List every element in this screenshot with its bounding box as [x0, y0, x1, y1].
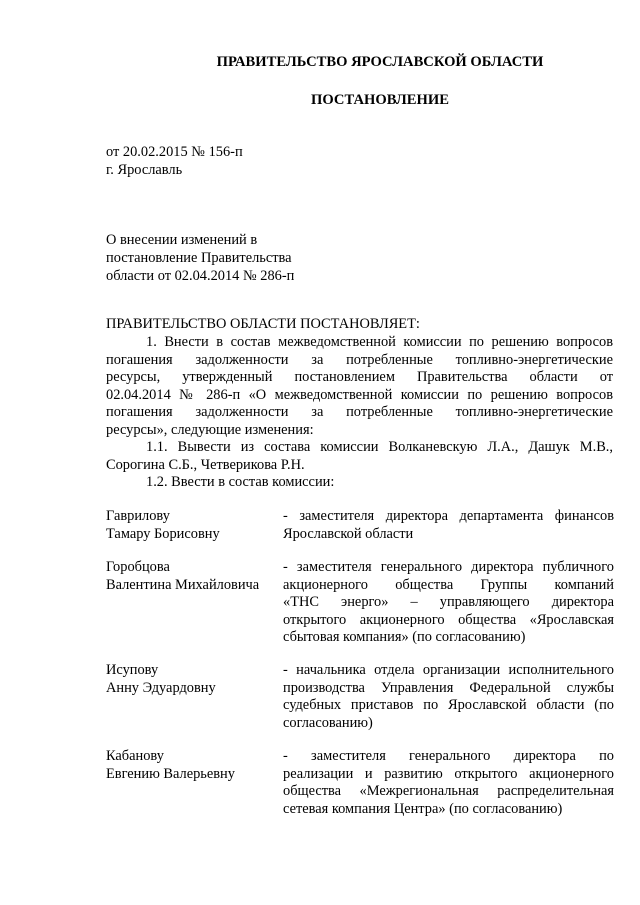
member-role-line: открытого акционерного общества «Ярославская — [283, 611, 614, 628]
member-name-line: Евгению Валерьевну — [106, 765, 235, 782]
member-name — [106, 508, 276, 543]
member-role — [283, 662, 614, 732]
member-name-line: Валентина Михайловича — [106, 576, 260, 593]
member-role-line: акционерного общества Группы компаний — [283, 576, 614, 593]
subject-line: области от 02.04.2014 № 286-п — [106, 268, 295, 284]
member-role — [283, 748, 614, 818]
member-role-line: сбытовая компания» (по согласованию) — [283, 629, 526, 645]
subject-line: О внесении изменений в — [106, 232, 258, 248]
member-role-line: «ТНС энерго» – управляющего директора — [283, 594, 614, 610]
member-role-line: судебных приставов по Ярославской области (по — [283, 697, 614, 713]
member-name-line: Горобцова — [106, 559, 170, 575]
member-name-line: Кабанову — [106, 748, 164, 764]
paragraph-line: ресурсы», следующие изменения: — [106, 422, 314, 438]
member-name-line: Тамару Борисовну — [106, 525, 220, 542]
member-role-line: Ярославской области — [283, 525, 414, 542]
member-role — [283, 559, 614, 647]
resolves-line: ПРАВИТЕЛЬСТВО ОБЛАСТИ ПОСТАНОВЛЯЕТ: — [106, 316, 420, 332]
member-role-line: общества «Межрегиональная распределительная — [283, 783, 614, 799]
member-name-line: Анну Эдуардовну — [106, 679, 216, 696]
member-name — [106, 748, 276, 783]
member-name-line: Исупову — [106, 662, 159, 678]
member-role-line: сетевая компания Центра» (по согласованию) — [283, 800, 563, 817]
paragraph-line: 02.04.2014 № 286-п «О межведомственной комиссии по решению вопросов — [106, 387, 613, 403]
date-number: от 20.02.2015 № 156-п — [106, 144, 243, 160]
city: г. Ярославль — [106, 162, 183, 178]
document-type-title: ПОСТАНОВЛЕНИЕ — [311, 92, 449, 108]
member-name-line: Гаврилову — [106, 508, 170, 524]
paragraph-line: ресурсы, утвержденный постановлением Правительства области от — [106, 369, 613, 385]
item-1-2-line: 1.2. Ввести в состав комиссии: — [146, 474, 335, 490]
member-role-line: согласованию) — [283, 714, 373, 731]
government-title: ПРАВИТЕЛЬСТВО ЯРОСЛАВСКОЙ ОБЛАСТИ — [216, 54, 544, 70]
paragraph-line: Сорогина С.Б., Четверикова Р.Н. — [106, 457, 305, 473]
member-role-line: реализации и развитию открытого акционерного — [283, 765, 614, 782]
member-role-line: - заместителя директора департамента финансов — [283, 508, 614, 524]
paragraph-line: 1. Внести в состав межведомственной комиссии по решению вопросов — [146, 334, 613, 350]
member-name — [106, 662, 276, 697]
paragraph-line: погашения задолженности за потребленные топливно-энергетические — [106, 404, 613, 420]
paragraph-line: погашения задолженности за потребленные топливно-энергетические — [106, 352, 613, 368]
member-role-line: производства Управления Федеральной службы — [283, 679, 614, 696]
member-role — [283, 508, 614, 543]
subject-line: постановление Правительства — [106, 250, 292, 266]
member-name — [106, 559, 276, 594]
member-role-line: - начальника отдела организации исполнительного — [283, 662, 614, 678]
member-role-line: - заместителя генерального директора по — [283, 748, 614, 764]
member-role-line: - заместителя генерального директора публичного — [283, 559, 614, 575]
paragraph-line: 1.1. Вывести из состава комиссии Волканевскую Л.А., Дашук М.В., — [146, 439, 613, 455]
